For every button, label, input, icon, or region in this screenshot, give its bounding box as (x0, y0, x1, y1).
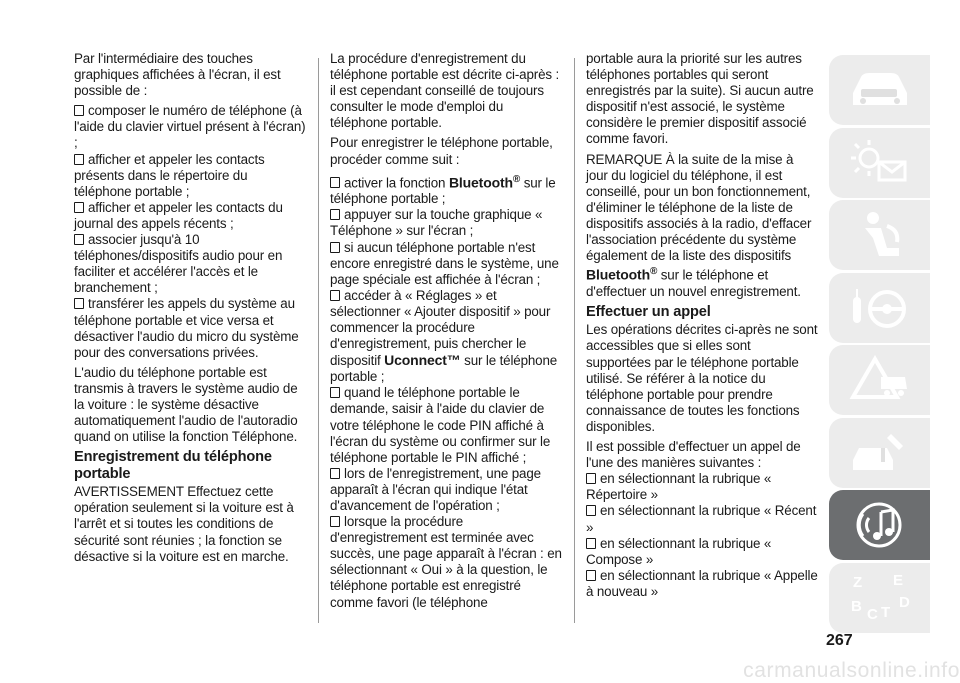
continued-text: portable aura la priorité sur les autres téléphones portables qui seront enregistrés par la suite). Si aucun autre dispositif n'est associé, le système considère le premier dispositif associé comme favori. (586, 51, 814, 147)
breakdown-icon (847, 353, 911, 407)
tab-index[interactable] (829, 563, 930, 633)
list-item: en sélectionnant la rubrique « Récent » (586, 503, 817, 535)
chapter-tabs (829, 55, 930, 635)
car-dashboard-icon (847, 63, 911, 117)
svg-text:B: B (851, 597, 862, 615)
column-1 (74, 51, 306, 569)
checkbox-icon (74, 202, 84, 213)
checkbox-icon (586, 505, 596, 516)
checkbox-icon (330, 516, 340, 527)
list-item: afficher et appeler les contacts présents dans le répertoire du téléphone portable ; (74, 151, 265, 199)
section-heading: Effectuer un appel (586, 303, 711, 320)
tab-warning-lights[interactable] (829, 128, 930, 198)
svg-text:D: D (899, 593, 910, 611)
list-item: associer jusqu'à 10 téléphones/dispositifs audio pour en faciliter et accélérer l'accès et le branchement ; (74, 232, 283, 296)
maintenance-icon (847, 426, 911, 480)
call-intro: Il est possible d'effectuer un appel de l'une des manières suivantes : (586, 439, 801, 471)
checkbox-icon (74, 234, 84, 245)
checkbox-icon (74, 298, 84, 309)
page-number: 267 (826, 632, 853, 649)
bluetooth-brand: Bluetooth (586, 266, 650, 283)
key-steering-icon (847, 281, 911, 335)
seat-safety-icon (847, 208, 911, 262)
column-2 (330, 51, 562, 611)
checkbox-icon (330, 177, 340, 188)
index-letters-icon (847, 571, 911, 625)
section-heading: Enregistrement du téléphone portable (74, 449, 272, 482)
checkbox-icon (74, 105, 84, 116)
tab-dashboard[interactable] (829, 55, 930, 125)
checkbox-icon (586, 473, 596, 484)
multimedia-icon (847, 498, 911, 552)
tab-starting[interactable] (829, 273, 930, 343)
list-item: si aucun téléphone portable n'est encore enregistré dans le système, une page spéciale est affichée à l'écran ; (330, 239, 559, 287)
list-item: en sélectionnant la rubrique « Appelle à nouveau » (586, 567, 818, 599)
checkbox-icon (74, 154, 84, 165)
tab-multimedia[interactable] (829, 490, 930, 560)
checkbox-icon (586, 538, 596, 549)
list-item: en sélectionnant la rubrique « Compose » (586, 535, 772, 567)
column-divider-right (574, 58, 575, 623)
list-item: activer la fonction Bluetooth® sur le téléphone portable ; (330, 173, 556, 207)
audio-paragraph: L'audio du téléphone portable est transmis à travers le système audio de la voiture : le système désactive automatiquement l'audio de l'autoradio quand on utilise la fonction Téléphone. (74, 364, 298, 445)
procedure-intro: Pour enregistrer le téléphone portable, procéder comme suit : (330, 135, 553, 167)
bluetooth-brand: Bluetooth (448, 174, 513, 191)
warning-text: AVERTISSEMENT Effectuez cette opération seulement si la voiture est à l'arrêt et si toutes les conditions de sécurité sont réunies ; la fonction se désactive si la voiture est en marche. (74, 484, 294, 564)
svg-text:C: C (867, 605, 878, 623)
uconnect-brand: Uconnect™ (384, 352, 461, 369)
intro-text: Par l'intermédiaire des touches graphiques affichées à l'écran, il est possible de : (74, 51, 281, 99)
intro-text: La procédure d'enregistrement du téléphone portable est décrite ci-après : il est cependant conseillé de toujours consulter le mode d'emploi du téléphone portable. (330, 51, 560, 131)
checkbox-icon (330, 242, 340, 253)
tab-maintenance[interactable] (829, 418, 930, 488)
watermark: carmanualsonline.info (743, 659, 960, 682)
list-item: en sélectionnant la rubrique « Répertoire » (586, 471, 772, 503)
warning-lights-icon (847, 136, 911, 190)
remark-text: REMARQUE À la suite de la mise à jour du logiciel du téléphone, il est conseillé, pour un bon fonctionnement, d'éliminer le téléphone de la liste de dispositifs associés à la radio, d'effacer l'association précédente du système également de la liste des dispositifs Bluetooth® sur le téléphone et d'effectuer un nouvel enregistrement. (586, 151, 812, 299)
svg-text:Z: Z (853, 573, 863, 591)
list-item: quand le téléphone portable le demande, saisir à l'aide du clavier de votre téléphone le code PIN affiché à l'écran du système ou confirmer sur le téléphone portable le PIN affiché ; (330, 385, 551, 465)
operations-text: Les opérations décrites ci-après ne sont accessibles que si elles sont supportées par le téléphone portable utilisé. Se référer à la notice du téléphone portable pour prendre connaissance de toutes les fonctions disponibles. (586, 322, 818, 434)
list-item: appuyer sur la touche graphique « Téléphone » sur l'écran ; (330, 207, 543, 239)
checkbox-icon (586, 570, 596, 581)
column-3 (586, 51, 818, 600)
checkbox-icon (330, 468, 340, 479)
svg-text:T: T (881, 603, 891, 621)
checkbox-icon (330, 387, 340, 398)
tab-emergency[interactable] (829, 345, 930, 415)
tab-safety[interactable] (829, 200, 930, 270)
column-divider-left (318, 58, 319, 623)
list-item: lors de l'enregistrement, une page apparaît à l'écran qui indique l'état d'avancement de l'opération ; (330, 465, 541, 513)
checkbox-icon (330, 290, 340, 301)
list-item: transférer les appels du système au téléphone portable et vice versa et désactiver l'audio du micro du système pour des conversations privées. (74, 296, 299, 360)
list-item: lorsque la procédure d'enregistrement est terminée avec succès, une page apparaît à l'écran : en sélectionnant « Oui » à la question, le téléphone portable est enregistré comme favori (le téléphone (330, 514, 562, 610)
checkbox-icon (330, 209, 340, 220)
list-item: composer le numéro de téléphone (à l'aide du clavier virtuel présent à l'écran) ; (74, 103, 306, 151)
svg-text:E: E (893, 571, 904, 589)
list-item: accéder à « Réglages » et sélectionner « Ajouter dispositif » pour commencer la procédure d'enregistrement, puis chercher le dispositif Uconnect™ sur le téléphone portable ; (330, 287, 558, 385)
list-item: afficher et appeler les contacts du journal des appels récents ; (74, 199, 283, 231)
